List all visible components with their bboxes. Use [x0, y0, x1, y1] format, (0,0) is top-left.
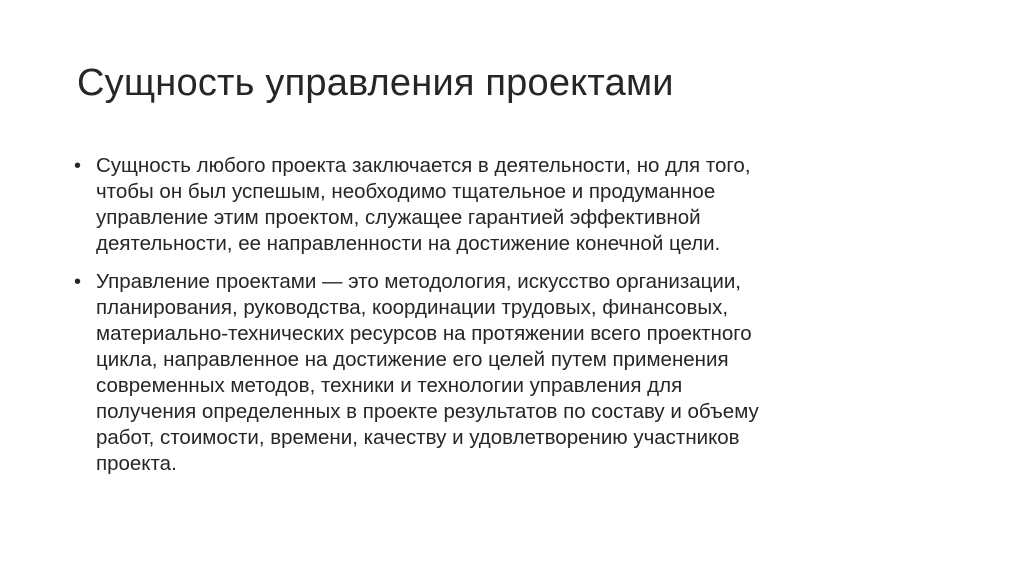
bullet-item-definition: [74, 269, 944, 477]
slide-title: Сущность управления проектами: [77, 62, 674, 104]
bullet-item-essence: [74, 153, 944, 257]
bullet-list: [74, 153, 944, 489]
bullet-text: Сущность любого проекта заключается в деятельности, но для того, чтобы он был успешым, необходимо тщательное и продуманное управление этим проектом, служащее гарантией эффективной деятельности, ее направленности на достижение конечной цели.: [96, 154, 751, 255]
bullet-icon: •: [74, 271, 82, 293]
bullet-text: Управление проектами — это методология, искусство организации, планирования, руководства, координации трудовых, финансовых, материально-технических ресурсов на протяжении всего проектного цикла, направленное на достижение его целей путем применения современных методов, техники и технологии управления для получения определенных в проекте результатов по составу и объему работ, стоимости, времени, качеству и удовлетворению участников проекта.: [96, 270, 759, 475]
bullet-icon: •: [74, 155, 82, 177]
